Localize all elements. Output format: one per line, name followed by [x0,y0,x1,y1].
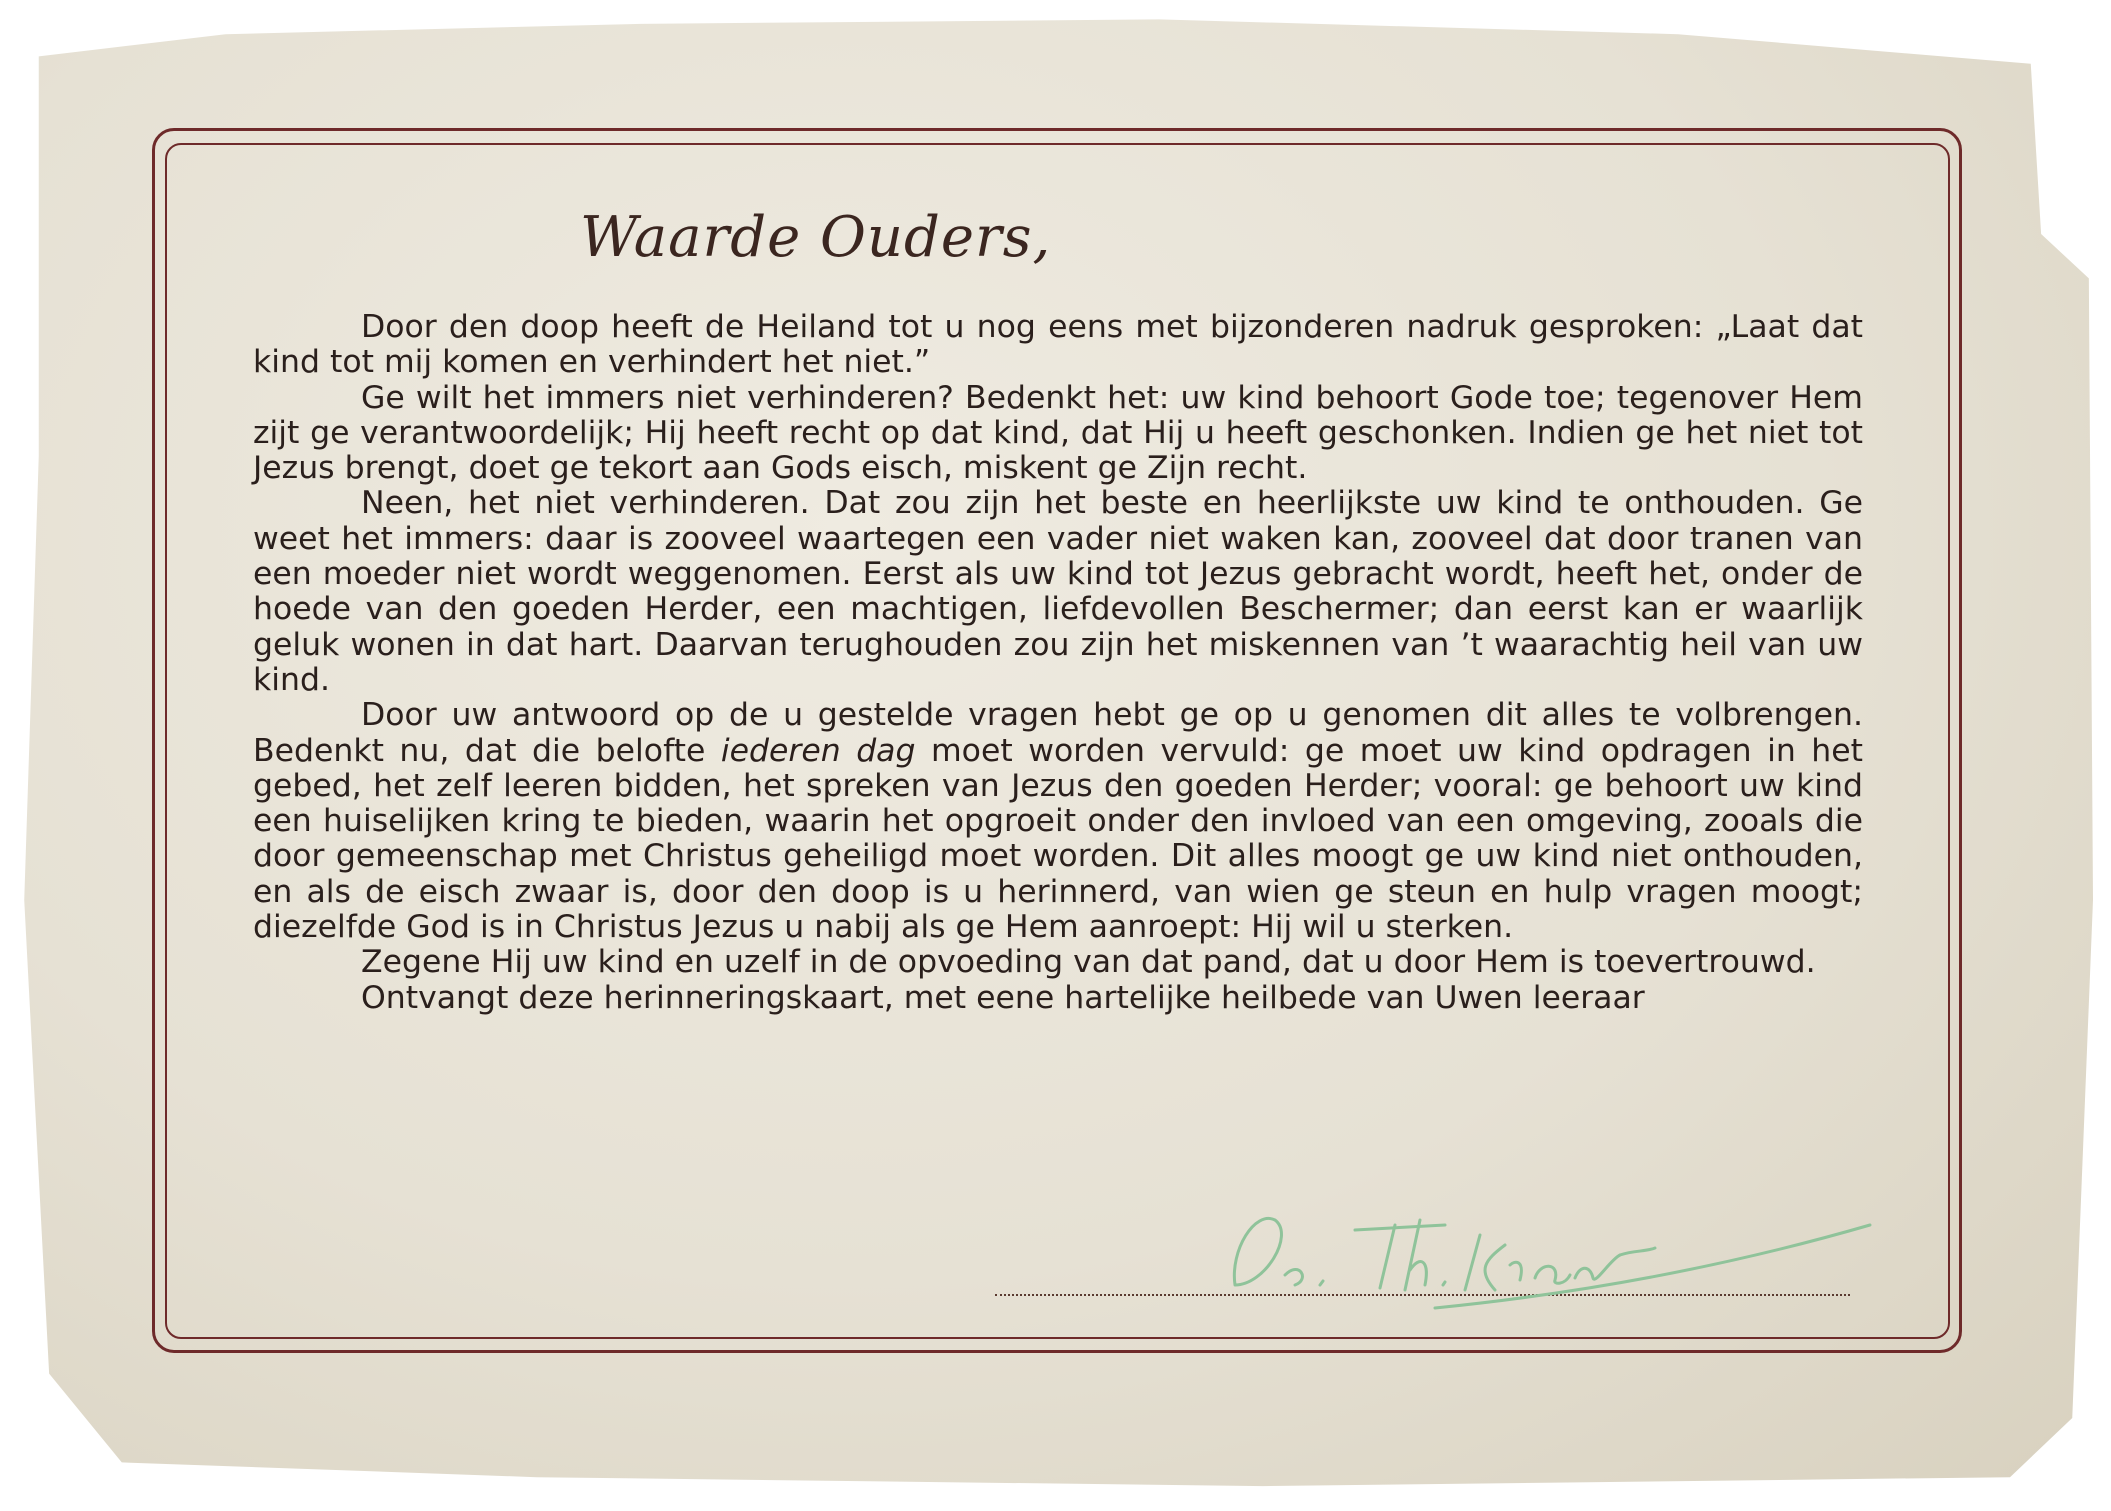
handwritten-signature [1215,1190,1875,1310]
closing-line: Ontvangt deze herinneringskaart, met eene hartelijke heilbede van Uwen leeraar [361,979,1645,1016]
paragraph-4-emphasis: iederen dag [720,732,916,769]
paragraph-3: Neen, het niet verhinderen. Dat zou zijn het beste en heerlijkste uw kind te onthouden. Ge weet het immers: daar is zooveel waartegen een vader niet waken kan, zooveel dat door tranen van een moeder niet wordt weggenomen. Eerst als uw kind tot Jezus gebracht wordt, heeft het, onder de hoede van den goeden Herder, een machtigen, liefdevollen Beschermer; dan eerst kan er waarlijk geluk wonen in dat hart. Daarvan terughouden zou zijn het miskennen van ’t waarachtig heil van uw kind. [253,485,1863,698]
paragraph-1: Door den doop heeft de Heiland tot u nog eens met bijzonderen nadruk gesproken: „Laat dat kind tot mij komen en verhindert het niet.” [253,309,1863,381]
letter-body [253,310,1863,1016]
paragraph-4 [253,698,1863,945]
paragraph-2: Ge wilt het immers niet verhinderen? Bedenkt het: uw kind behoort Gode toe; tegenover Hem zijt ge verantwoordelijk; Hij heeft recht op dat kind, dat Hij u heeft geschonken. Indien ge het niet tot Jezus brengt, doet ge tekort aan Gods eisch, miskent ge Zijn recht. [253,379,1863,487]
paragraph-4-end: moet worden vervuld: ge moet uw kind opdragen in het gebed, het zelf leeren bidden, het spreken van Jezus den goeden Herder; vooral: ge behoort uw kind een huiselijken kring te bieden, waarin het opgroeit onder den invloed van een omgeving, zooals die door gemeenschap met Christus geheiligd moet worden. Dit alles moogt ge uw kind niet onthouden, en als de eisch zwaar is, door den doop is u herinnerd, van wien ge steun en hulp vragen moogt; diezelfde God is in Christus Jezus u nabij als ge Hem aanroept: Hij wil u sterken. [253,732,1864,946]
paragraph-5: Zegene Hij uw kind en uzelf in de opvoeding van dat pand, dat u door Hem is toevertrouwd. [361,944,1816,981]
paragraph-4-start: Door uw antwoord op de u gestelde vragen hebt ge op u genomen dit alles te volbrengen. Bedenkt nu, dat die belofte [253,697,1863,769]
letter-title: Waarde Ouders, [580,205,1052,270]
